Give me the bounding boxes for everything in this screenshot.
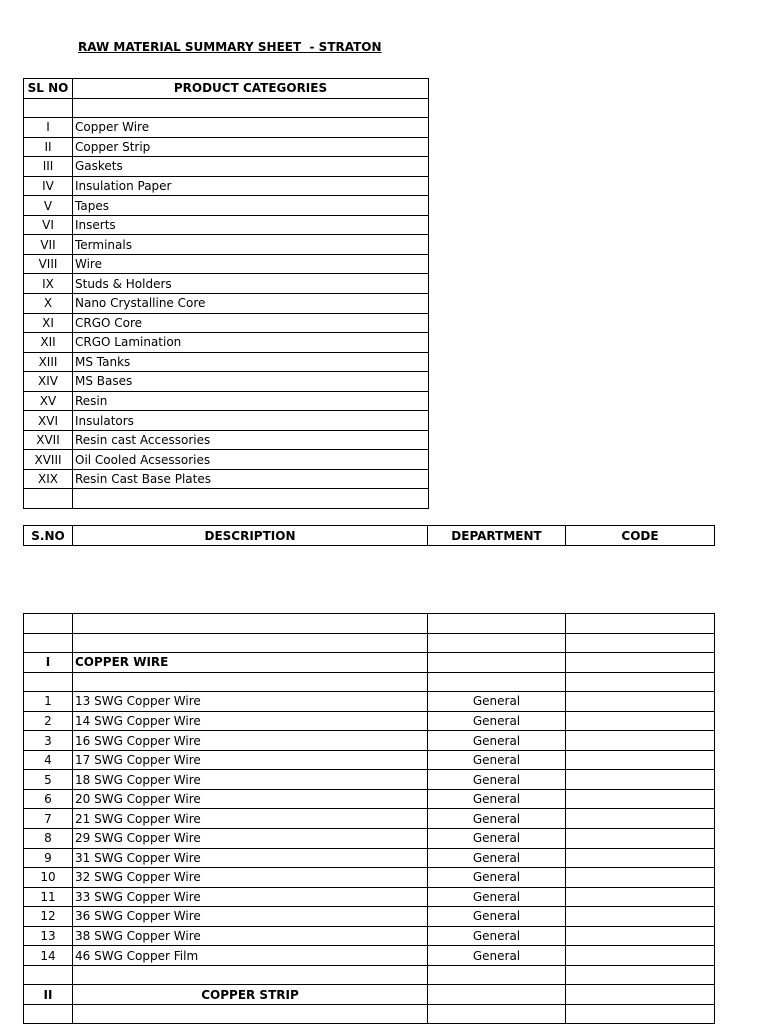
description-cell: 32 SWG Copper Wire	[73, 868, 428, 888]
empty-row	[24, 633, 715, 653]
table-row	[24, 313, 429, 333]
category-cell: Nano Crystalline Core	[73, 294, 429, 314]
empty-cell	[24, 489, 73, 509]
empty-cell	[428, 614, 566, 634]
category-cell: Oil Cooled Acsessories	[73, 450, 429, 470]
empty-row	[24, 98, 429, 118]
code-cell	[566, 731, 715, 751]
empty-cell	[24, 1004, 73, 1024]
description-cell: 38 SWG Copper Wire	[73, 926, 428, 946]
sno-cell: 13	[24, 926, 73, 946]
table-row	[24, 372, 429, 392]
empty-row	[24, 1004, 715, 1024]
table-row	[24, 731, 715, 751]
department-cell: General	[428, 692, 566, 712]
table-row	[24, 887, 715, 907]
code-cell	[566, 770, 715, 790]
sl-no-cell: XI	[24, 313, 73, 333]
empty-cell	[73, 1004, 428, 1024]
category-cell: Wire	[73, 254, 429, 274]
column-header-sno: S.NO	[24, 526, 73, 546]
code-cell	[566, 946, 715, 966]
category-cell: CRGO Lamination	[73, 333, 429, 353]
sl-no-cell: III	[24, 157, 73, 177]
empty-cell	[24, 98, 73, 118]
sl-no-cell: XIX	[24, 469, 73, 489]
table-row	[24, 294, 429, 314]
empty-cell	[24, 614, 73, 634]
code-cell	[566, 848, 715, 868]
category-cell: Terminals	[73, 235, 429, 255]
department-cell: General	[428, 868, 566, 888]
table-row	[24, 829, 715, 849]
category-cell: Tapes	[73, 196, 429, 216]
table-row	[24, 450, 429, 470]
description-cell: 29 SWG Copper Wire	[73, 829, 428, 849]
sl-no-cell: XII	[24, 333, 73, 353]
table-row	[24, 254, 429, 274]
sno-cell: 7	[24, 809, 73, 829]
category-cell: Insulation Paper	[73, 176, 429, 196]
description-cell: 16 SWG Copper Wire	[73, 731, 428, 751]
sno-cell: 12	[24, 907, 73, 927]
column-header-product-categories: PRODUCT CATEGORIES	[73, 79, 429, 99]
empty-cell	[73, 672, 428, 692]
description-cell: 21 SWG Copper Wire	[73, 809, 428, 829]
table-row	[24, 868, 715, 888]
empty-cell	[428, 633, 566, 653]
sno-cell: 10	[24, 868, 73, 888]
section-row-copper-strip	[24, 985, 715, 1005]
empty-cell	[428, 653, 566, 673]
code-cell	[566, 809, 715, 829]
category-cell: MS Bases	[73, 372, 429, 392]
category-cell: CRGO Core	[73, 313, 429, 333]
category-cell: MS Tanks	[73, 352, 429, 372]
category-cell: Studs & Holders	[73, 274, 429, 294]
sl-no-cell: VIII	[24, 254, 73, 274]
department-cell: General	[428, 809, 566, 829]
table-row	[24, 235, 429, 255]
sheet-title: RAW MATERIAL SUMMARY SHEET - STRATON	[78, 40, 382, 54]
empty-row	[24, 672, 715, 692]
table-row	[24, 176, 429, 196]
department-cell: General	[428, 711, 566, 731]
sl-no-cell: VII	[24, 235, 73, 255]
department-cell: General	[428, 926, 566, 946]
table-row	[24, 430, 429, 450]
table-row	[24, 411, 429, 431]
sl-no-cell: XIII	[24, 352, 73, 372]
empty-cell	[24, 965, 73, 985]
sl-no-cell: II	[24, 137, 73, 157]
category-cell: Copper Strip	[73, 137, 429, 157]
empty-cell	[73, 633, 428, 653]
product-categories-table	[23, 78, 429, 509]
table-row	[24, 946, 715, 966]
sno-cell: 6	[24, 789, 73, 809]
sno-cell: 11	[24, 887, 73, 907]
empty-cell	[566, 672, 715, 692]
column-header-code: CODE	[566, 526, 715, 546]
sl-no-cell: XIV	[24, 372, 73, 392]
table-row	[24, 118, 429, 138]
table-row	[24, 809, 715, 829]
section-title: COPPER WIRE	[73, 653, 428, 673]
table-row	[24, 926, 715, 946]
empty-cell	[73, 489, 429, 509]
sl-no-cell: XV	[24, 391, 73, 411]
table-row	[24, 770, 715, 790]
section-number: I	[24, 653, 73, 673]
empty-cell	[73, 98, 429, 118]
column-header-sl-no: SL NO	[24, 79, 73, 99]
empty-cell	[24, 633, 73, 653]
sl-no-cell: XVIII	[24, 450, 73, 470]
items-table	[23, 613, 715, 1024]
items-header-table	[23, 525, 715, 546]
table-row	[24, 789, 715, 809]
department-cell: General	[428, 829, 566, 849]
empty-cell	[24, 672, 73, 692]
empty-cell	[566, 965, 715, 985]
table-row	[24, 848, 715, 868]
category-cell: Insulators	[73, 411, 429, 431]
sno-cell: 1	[24, 692, 73, 712]
department-cell: General	[428, 750, 566, 770]
column-header-description: DESCRIPTION	[73, 526, 428, 546]
sl-no-cell: VI	[24, 215, 73, 235]
department-cell: General	[428, 946, 566, 966]
category-cell: Resin	[73, 391, 429, 411]
description-cell: 31 SWG Copper Wire	[73, 848, 428, 868]
sl-no-cell: IV	[24, 176, 73, 196]
department-cell: General	[428, 789, 566, 809]
code-cell	[566, 789, 715, 809]
table-row	[24, 469, 429, 489]
sno-cell: 8	[24, 829, 73, 849]
table-row	[24, 750, 715, 770]
description-cell: 17 SWG Copper Wire	[73, 750, 428, 770]
department-cell: General	[428, 731, 566, 751]
category-cell: Resin Cast Base Plates	[73, 469, 429, 489]
empty-cell	[566, 1004, 715, 1024]
table-row	[24, 274, 429, 294]
category-cell: Gaskets	[73, 157, 429, 177]
empty-cell	[428, 1004, 566, 1024]
section-row-copper-wire	[24, 653, 715, 673]
category-cell: Copper Wire	[73, 118, 429, 138]
categories-body	[24, 98, 429, 508]
items-body	[24, 614, 715, 966]
sno-cell: 14	[24, 946, 73, 966]
department-cell: General	[428, 907, 566, 927]
empty-cell	[428, 965, 566, 985]
empty-row	[24, 489, 429, 509]
department-cell: General	[428, 848, 566, 868]
code-cell	[566, 829, 715, 849]
sl-no-cell: XVI	[24, 411, 73, 431]
description-cell: 33 SWG Copper Wire	[73, 887, 428, 907]
category-cell: Inserts	[73, 215, 429, 235]
empty-cell	[566, 985, 715, 1005]
section-number: II	[24, 985, 73, 1005]
table-row	[24, 711, 715, 731]
sl-no-cell: I	[24, 118, 73, 138]
department-cell: General	[428, 887, 566, 907]
code-cell	[566, 868, 715, 888]
empty-cell	[428, 672, 566, 692]
table-row	[24, 157, 429, 177]
empty-cell	[566, 633, 715, 653]
sno-cell: 2	[24, 711, 73, 731]
empty-cell	[73, 965, 428, 985]
description-cell: 36 SWG Copper Wire	[73, 907, 428, 927]
sl-no-cell: IX	[24, 274, 73, 294]
code-cell	[566, 887, 715, 907]
column-header-department: DEPARTMENT	[428, 526, 566, 546]
table-header-row	[24, 79, 429, 99]
description-cell: 14 SWG Copper Wire	[73, 711, 428, 731]
table-row	[24, 196, 429, 216]
code-cell	[566, 692, 715, 712]
empty-row	[24, 965, 715, 985]
table-header-row	[24, 526, 715, 546]
empty-cell	[73, 614, 428, 634]
category-cell: Resin cast Accessories	[73, 430, 429, 450]
description-cell: 46 SWG Copper Film	[73, 946, 428, 966]
department-cell: General	[428, 770, 566, 790]
items-tail	[24, 965, 715, 1024]
empty-cell	[566, 614, 715, 634]
table-row	[24, 352, 429, 372]
sno-cell: 5	[24, 770, 73, 790]
empty-cell	[566, 653, 715, 673]
code-cell	[566, 926, 715, 946]
table-row	[24, 215, 429, 235]
code-cell	[566, 711, 715, 731]
table-row	[24, 333, 429, 353]
table-row	[24, 907, 715, 927]
sl-no-cell: X	[24, 294, 73, 314]
sno-cell: 9	[24, 848, 73, 868]
table-row	[24, 692, 715, 712]
code-cell	[566, 750, 715, 770]
description-cell: 18 SWG Copper Wire	[73, 770, 428, 790]
empty-cell	[428, 985, 566, 1005]
section-title: COPPER STRIP	[73, 985, 428, 1005]
empty-row	[24, 614, 715, 634]
code-cell	[566, 907, 715, 927]
sno-cell: 3	[24, 731, 73, 751]
sl-no-cell: XVII	[24, 430, 73, 450]
sno-cell: 4	[24, 750, 73, 770]
description-cell: 13 SWG Copper Wire	[73, 692, 428, 712]
table-row	[24, 137, 429, 157]
table-row	[24, 391, 429, 411]
sl-no-cell: V	[24, 196, 73, 216]
description-cell: 20 SWG Copper Wire	[73, 789, 428, 809]
